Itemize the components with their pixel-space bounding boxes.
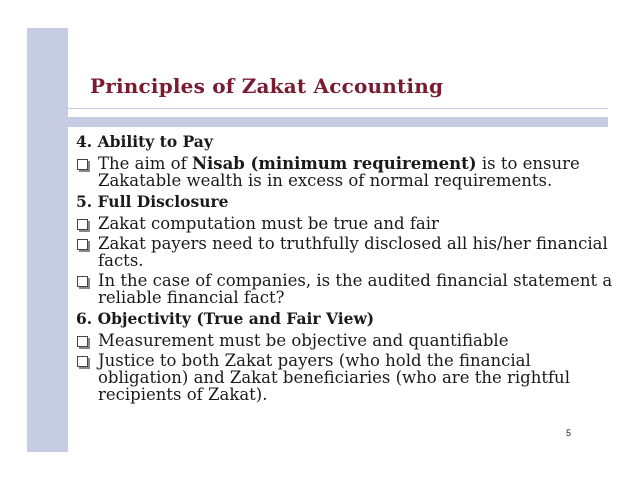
section-heading: 4. Ability to Pay xyxy=(76,132,213,151)
bullet-text-post: is to ensure Zakatable wealth is in excess of normal requirements. xyxy=(98,154,580,190)
bullet-item xyxy=(76,155,616,189)
bullet-item xyxy=(76,332,616,349)
bullet-text: Zakat payers need to truthfully disclosed all his/her financial facts. xyxy=(98,234,608,270)
square-bullet-icon xyxy=(77,239,88,250)
title-accent-bar xyxy=(68,117,608,127)
section-objectivity xyxy=(76,309,616,403)
bullet-text: In the case of companies, is the audited financial statement a reliable financial fact? xyxy=(98,271,613,307)
section-heading: 5. Full Disclosure xyxy=(76,192,229,211)
square-bullet-icon xyxy=(77,159,88,170)
slide-content xyxy=(76,132,616,406)
bullet-item xyxy=(76,272,616,306)
bullet-item xyxy=(76,235,616,269)
bullet-text: Justice to both Zakat payers (who hold the financial obligation) and Zakat beneficiaries (who are the rightful recipients of Zakat). xyxy=(98,351,570,404)
bullet-text-pre: The aim of xyxy=(98,154,192,173)
bullet-text-bold: Nisab (minimum requirement) xyxy=(191,154,477,173)
bullet-item xyxy=(76,215,616,232)
section-ability-to-pay xyxy=(76,132,616,189)
title-divider-line xyxy=(68,108,608,109)
slide-title: Principles of Zakat Accounting xyxy=(90,74,444,98)
bullet-text: Measurement must be objective and quantifiable xyxy=(98,331,509,350)
left-accent-bar xyxy=(27,28,68,452)
page-number: 5 xyxy=(566,428,572,438)
section-full-disclosure xyxy=(76,192,616,306)
square-bullet-icon xyxy=(77,356,88,367)
bullet-item xyxy=(76,352,616,403)
section-heading: 6. Objectivity (True and Fair View) xyxy=(76,309,375,328)
square-bullet-icon xyxy=(77,219,88,230)
square-bullet-icon xyxy=(77,336,88,347)
square-bullet-icon xyxy=(77,276,88,287)
bullet-text: Zakat computation must be true and fair xyxy=(98,214,439,233)
